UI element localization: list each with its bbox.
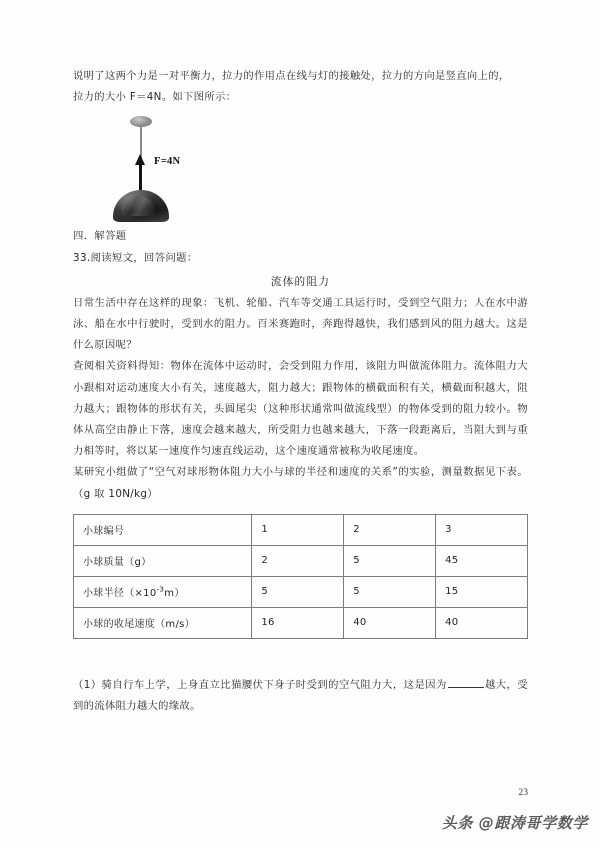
sub-question-1 (73, 675, 528, 718)
table-row (74, 576, 528, 607)
sub-question-1-part-a: （1）骑自行车上学，上身直立比猫腰伏下身子时受到的空气阻力大，这是因为 (73, 678, 447, 691)
intro-paragraph (73, 66, 528, 108)
article-title: 流体的阻力 (270, 275, 331, 288)
article-paragraph-1: 日常生活中存在这样的现象：飞机、轮船、汽车等交通工具运行时，受到空气阻力；人在水中游泳、船在水中行驶时，受到水的阻力。百米赛跑时，奔跑得越快，我们感到风的阻力越大。这是什么原因呢？ (73, 296, 528, 352)
sub-question-1-text (73, 675, 528, 718)
row-label-text: 小球半径（×10 (83, 588, 157, 600)
cell-value: 5 (252, 576, 344, 607)
row-label: 小球编号 (74, 514, 252, 545)
cell-value: 2 (252, 545, 344, 576)
lamp-force-diagram (87, 114, 247, 222)
measurement-data-table (73, 514, 528, 639)
page-content (73, 66, 528, 718)
article-paragraph-3: 某研究小组做了“空气对球形物体阻力大小与球的半径和速度的关系”的实验，测量数据见下表。（g 取 10N/kg） (73, 466, 528, 500)
section-heading: 四．解答题 (73, 230, 127, 243)
row-label-exponent: -3 (156, 585, 165, 595)
row-label (74, 576, 252, 607)
cell-value: 16 (252, 607, 344, 638)
cell-value: 3 (436, 514, 528, 545)
row-label-tail: m） (164, 588, 185, 600)
watermark: 头条 @跟涛哥学数学 (441, 814, 588, 832)
table-row (74, 545, 528, 576)
page-number: 23 (518, 787, 528, 798)
table-row (74, 607, 528, 638)
cell-value: 1 (252, 514, 344, 545)
cell-value: 2 (344, 514, 436, 545)
question-33-heading: 33.阅读短文，回答问题： (73, 251, 198, 264)
cell-value: 40 (344, 607, 436, 638)
cell-value: 15 (436, 576, 528, 607)
cell-value: 5 (344, 545, 436, 576)
answer-blank[interactable] (448, 687, 484, 688)
cell-value: 5 (344, 576, 436, 607)
intro-line-1: 说明了这两个力是一对平衡力，拉力的作用点在线与灯的接触处，拉力的方向是竖直向上的， (73, 70, 510, 82)
table-row (74, 514, 528, 545)
article-paragraph-2: 查阅相关资料得知：物体在流体中运动时，会受到阻力作用，该阻力叫做流体阻力。流体阻力大小跟相对运动速度大小有关，速度越大，阻力越大；跟物体的横截面积有关，横截面积越大，阻力越大；跟物体的形状有关，头圆尾尖（这种形状通常叫做流线型）的物体受到的阻力较小。物体从高空由静止下落，速度会越来越大，所受阻力也越来越大，下落一段距离后，当阻大到与重力相等时，将以某一速度作匀速直线运动，这个速度通常被称为收尾速度。 (73, 360, 528, 458)
force-label: F=4N (154, 156, 181, 168)
cell-value: 45 (436, 545, 528, 576)
row-label: 小球的收尾速度（m/s） (74, 607, 252, 638)
cell-value: 40 (436, 607, 528, 638)
lamp-shade (113, 190, 169, 222)
intro-line-2: 拉力的大小 F＝4N。如下图所示： (73, 91, 237, 104)
row-label: 小球质量（g） (74, 545, 252, 576)
sub-question-1-part-b: 越大，受到的流体阻力越大的缘故。 (73, 678, 528, 713)
